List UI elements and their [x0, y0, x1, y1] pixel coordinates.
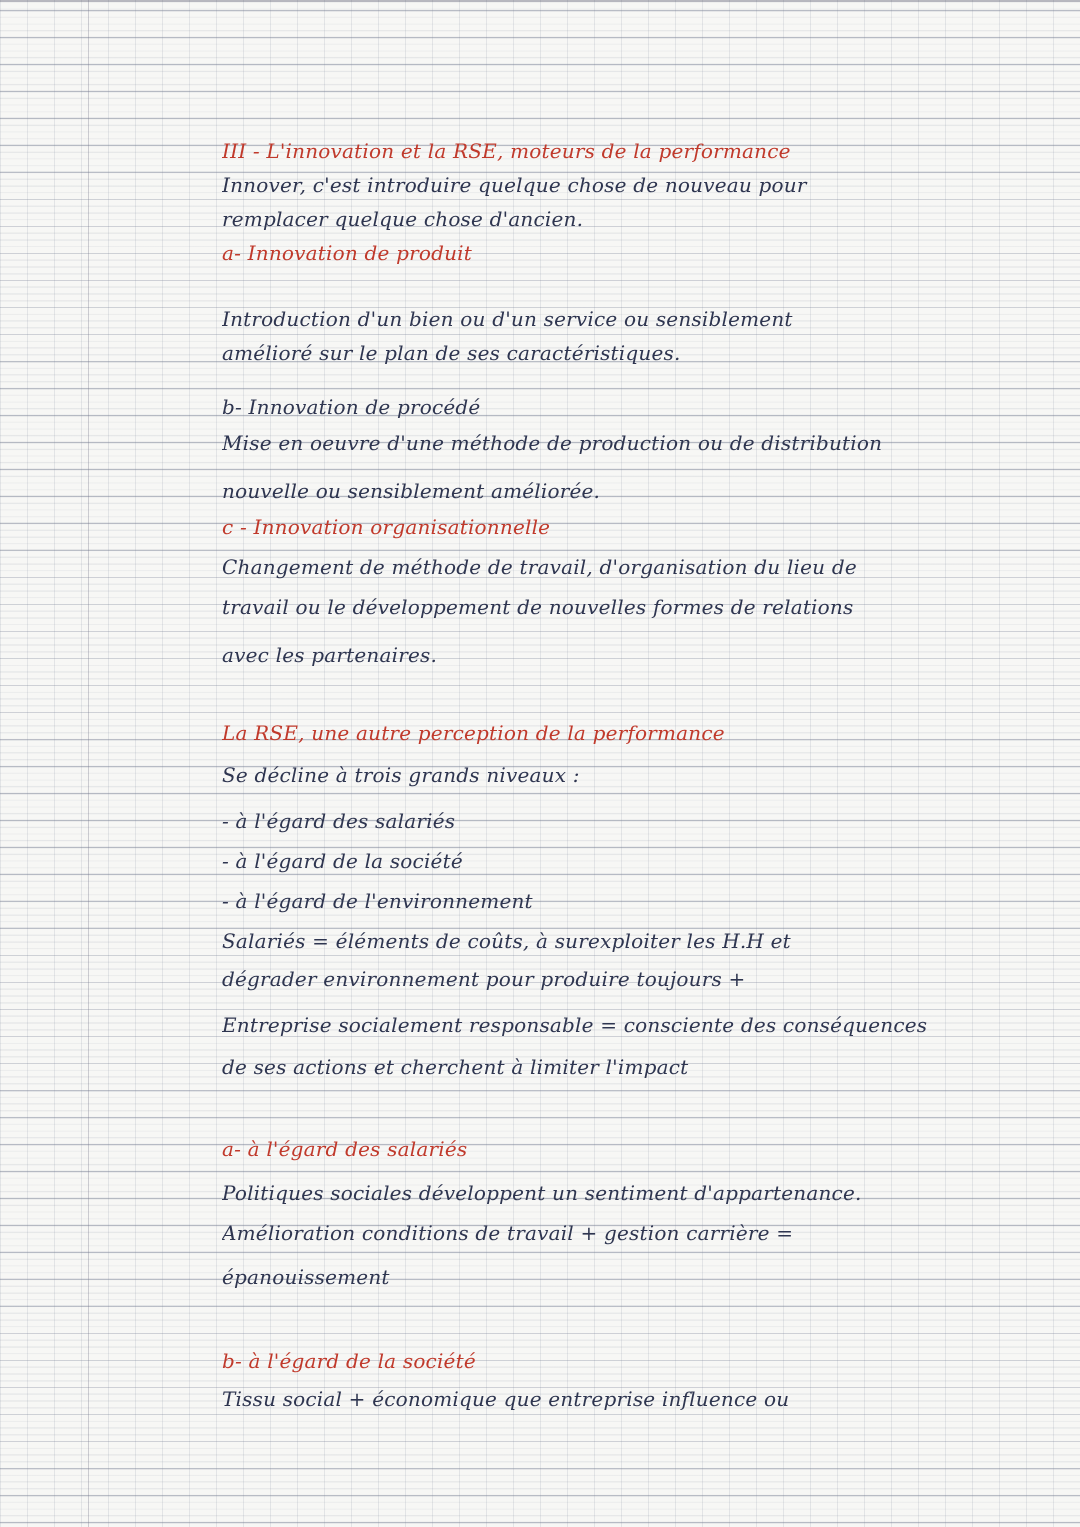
- text-line: Innover, c'est introduire quelque chose de nouveau pour: [222, 173, 807, 197]
- subheading: b- Innovation de procédé: [222, 395, 481, 419]
- list-item: - à l'égard de la société: [222, 849, 463, 873]
- text-line: Politiques sociales développent un sentiment d'appartenance.: [222, 1181, 862, 1205]
- section-title: III - L'innovation et la RSE, moteurs de la performance: [222, 139, 791, 163]
- text-line: avec les partenaires.: [222, 643, 438, 667]
- subheading: b- à l'égard de la société: [222, 1349, 476, 1373]
- text-line: épanouissement: [222, 1265, 390, 1289]
- text-line: Changement de méthode de travail, d'organisation du lieu de: [222, 555, 857, 579]
- text-line: Amélioration conditions de travail + gestion carrière =: [222, 1221, 794, 1245]
- text-line: dégrader environnement pour produire toujours +: [222, 967, 746, 991]
- list-item: - à l'égard des salariés: [222, 809, 456, 833]
- text-line: Tissu social + économique que entreprise influence ou: [222, 1387, 790, 1411]
- text-line: amélioré sur le plan de ses caractéristiques.: [222, 341, 681, 365]
- margin-line: [88, 0, 89, 1527]
- text-line: de ses actions et cherchent à limiter l'impact: [222, 1055, 689, 1079]
- top-rule: [0, 0, 1080, 2]
- subheading: a- à l'égard des salariés: [222, 1137, 468, 1161]
- text-line: Se décline à trois grands niveaux :: [222, 763, 580, 787]
- text-line: Salariés = éléments de coûts, à surexploiter les H.H et: [222, 929, 791, 953]
- list-item: - à l'égard de l'environnement: [222, 889, 533, 913]
- text-line: remplacer quelque chose d'ancien.: [222, 207, 584, 231]
- text-line: travail ou le développement de nouvelles formes de relations: [222, 595, 854, 619]
- subheading: c - Innovation organisationnelle: [222, 515, 551, 539]
- text-line: nouvelle ou sensiblement améliorée.: [222, 479, 601, 503]
- text-line: Introduction d'un bien ou d'un service ou sensiblement: [222, 307, 793, 331]
- section-title: La RSE, une autre perception de la performance: [222, 721, 725, 745]
- subheading: a- Innovation de produit: [222, 241, 472, 265]
- text-line: Entreprise socialement responsable = consciente des conséquences: [222, 1013, 928, 1037]
- text-line: Mise en oeuvre d'une méthode de production ou de distribution: [222, 431, 883, 455]
